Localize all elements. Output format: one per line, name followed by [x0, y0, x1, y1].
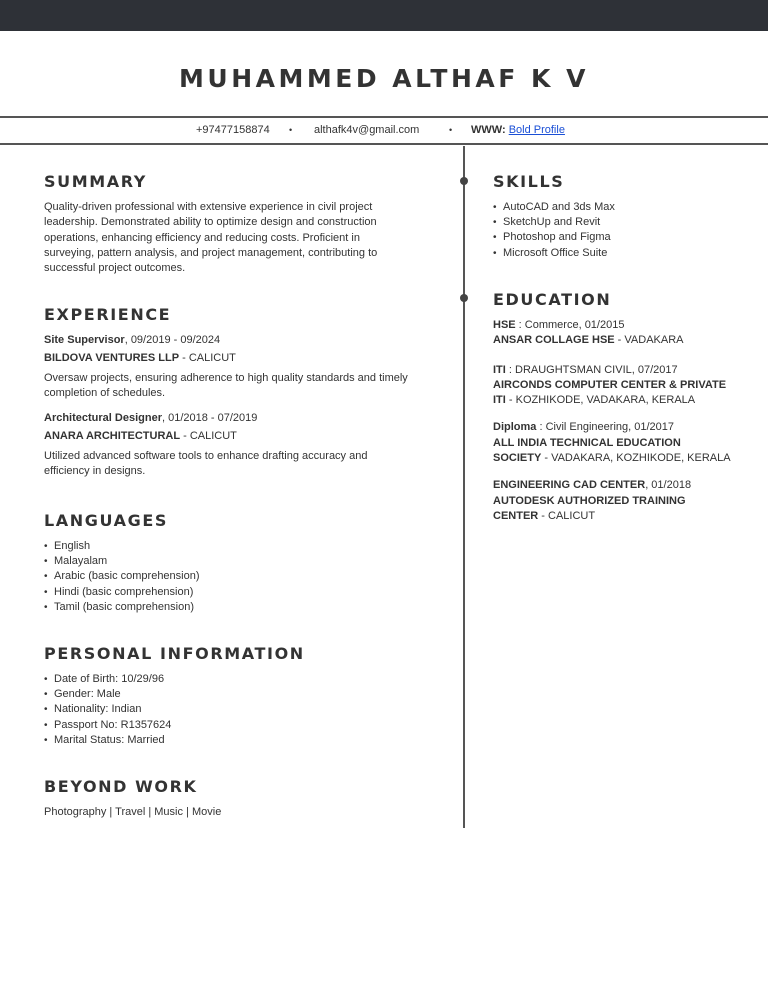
list-item: • Microsoft Office Suite	[493, 246, 743, 261]
languages-section	[44, 511, 439, 615]
list-item: • English	[44, 539, 439, 554]
education-degree: Diploma	[493, 421, 537, 434]
education-school-cont: CENTER	[493, 509, 539, 522]
list-item: • Gender: Male	[44, 687, 439, 702]
job-location: - CALICUT	[179, 352, 236, 365]
education-heading	[493, 420, 743, 435]
education-title: EDUCATION	[493, 290, 612, 309]
list-item: • Arabic (basic comprehension)	[44, 569, 439, 584]
skills-title: SKILLS	[493, 172, 565, 191]
list-item: • Marital Status: Married	[44, 733, 439, 748]
education-degree: HSE	[493, 319, 516, 331]
education-location: - KOZHIKODE, VADAKARA, KERALA	[505, 394, 696, 407]
divider-marker	[460, 177, 468, 185]
www-label: WWW:	[471, 124, 506, 136]
list-item: • Tamil (basic comprehension)	[44, 600, 439, 615]
education-detail: : DRAUGHTSMAN CIVIL, 07/2017	[505, 363, 678, 376]
job-company-line	[44, 429, 439, 444]
education-detail: : Civil Engineering, 01/2017	[536, 421, 674, 434]
languages-list	[44, 539, 439, 615]
list-item: • Malayalam	[44, 554, 439, 569]
list-item: • SketchUp and Revit	[493, 215, 743, 230]
education-detail: : Commerce, 01/2015	[515, 319, 625, 331]
divider-marker	[460, 294, 468, 302]
list-item: • Hindi (basic comprehension)	[44, 585, 439, 600]
skills-list	[493, 200, 743, 261]
education-location: - VADAKARA, KOZHIKODE, KERALA	[541, 452, 731, 465]
education-school-cont: SOCIETY	[493, 452, 542, 465]
job-dates: , 01/2018 - 07/2019	[161, 412, 258, 425]
education-entry	[493, 478, 743, 524]
education-school-line	[493, 333, 743, 348]
summary-line: operations, enhancing efficiency and reducing costs. Proficient in	[44, 231, 360, 244]
education-entry	[493, 318, 743, 349]
phone-number: +97477158874	[196, 124, 270, 136]
education-school-line	[493, 393, 743, 408]
experience-title: EXPERIENCE	[44, 305, 172, 324]
list-item: • Date of Birth: 10/29/96	[44, 672, 439, 687]
beyond-work-text: Photography | Travel | Music | Movie	[44, 806, 222, 818]
summary-text	[44, 200, 439, 276]
job-dates: , 09/2019 - 09/2024	[124, 334, 221, 346]
job-company-line	[44, 351, 439, 366]
bold-profile-link[interactable]: Bold Profile	[508, 124, 565, 136]
education-school: AIRCONDS COMPUTER CENTER & PRIVATE	[493, 378, 727, 391]
education-school-line	[493, 509, 743, 524]
job-entry	[44, 333, 439, 401]
column-divider	[463, 146, 465, 828]
job-heading	[44, 333, 439, 348]
job-description-line: efficiency in designs.	[44, 465, 146, 478]
separator-dot: •	[449, 125, 453, 135]
job-heading	[44, 411, 439, 426]
job-company: ANARA ARCHITECTURAL	[44, 430, 181, 443]
education-school: ANSAR COLLAGE HSE	[493, 334, 615, 347]
job-location: - CALICUT	[180, 430, 237, 443]
job-role: Site Supervisor	[44, 334, 125, 346]
education-heading	[493, 363, 743, 378]
education-heading	[493, 318, 743, 333]
education-section	[493, 290, 743, 524]
education-entry	[493, 420, 743, 466]
education-school-line	[493, 451, 743, 466]
summary-line: leadership. Demonstrated ability to optimize design and construction	[44, 216, 377, 229]
education-location: - CALICUT	[538, 509, 596, 522]
job-description-line: completion of schedules.	[44, 386, 166, 399]
top-bar	[0, 0, 768, 31]
personal-info-list	[44, 672, 439, 748]
beyond-work-title: BEYOND WORK	[44, 777, 198, 796]
experience-section	[44, 305, 439, 479]
separator-dot: •	[289, 125, 293, 135]
job-role: Architectural Designer	[44, 412, 162, 425]
education-heading	[493, 478, 743, 493]
languages-title: LANGUAGES	[44, 511, 168, 530]
contact-bar	[0, 116, 768, 145]
beyond-work-section	[44, 777, 439, 820]
job-entry	[44, 411, 439, 479]
education-degree: ENGINEERING CAD CENTER	[493, 479, 646, 492]
summary-line: surveying, pattern analysis, and project management, contributing to	[44, 246, 378, 259]
list-item: • Nationality: Indian	[44, 702, 439, 717]
education-location: - VADAKARA	[614, 334, 684, 347]
education-school: ALL INDIA TECHNICAL EDUCATION	[493, 436, 681, 449]
www-field	[471, 124, 565, 136]
education-degree: ITI	[493, 363, 506, 376]
summary-title: SUMMARY	[44, 172, 147, 191]
list-item: • AutoCAD and 3ds Max	[493, 200, 743, 215]
list-item: • Passport No: R1357624	[44, 718, 439, 733]
candidate-name: MUHAMMED ALTHAF K V	[179, 64, 589, 93]
summary-line: successful project outcomes.	[44, 262, 186, 275]
summary-section	[44, 172, 439, 276]
education-entry	[493, 363, 743, 409]
skills-section	[493, 172, 743, 261]
summary-line: Quality-driven professional with extensive experience in civil project	[44, 201, 373, 213]
education-detail: , 01/2018	[645, 479, 692, 492]
list-item: • Photoshop and Figma	[493, 230, 743, 245]
education-school-cont: ITI	[493, 394, 506, 407]
personal-info-title: PERSONAL INFORMATION	[44, 644, 305, 663]
education-school: AUTODESK AUTHORIZED TRAINING	[493, 494, 686, 507]
job-company: BILDOVA VENTURES LLP	[44, 352, 180, 365]
personal-info-section	[44, 644, 439, 748]
email-address: althafk4v@gmail.com	[314, 124, 420, 136]
job-description-line: Oversaw projects, ensuring adherence to high quality standards and timely	[44, 371, 408, 384]
job-description-line: Utilized advanced software tools to enhance drafting accuracy and	[44, 449, 368, 462]
